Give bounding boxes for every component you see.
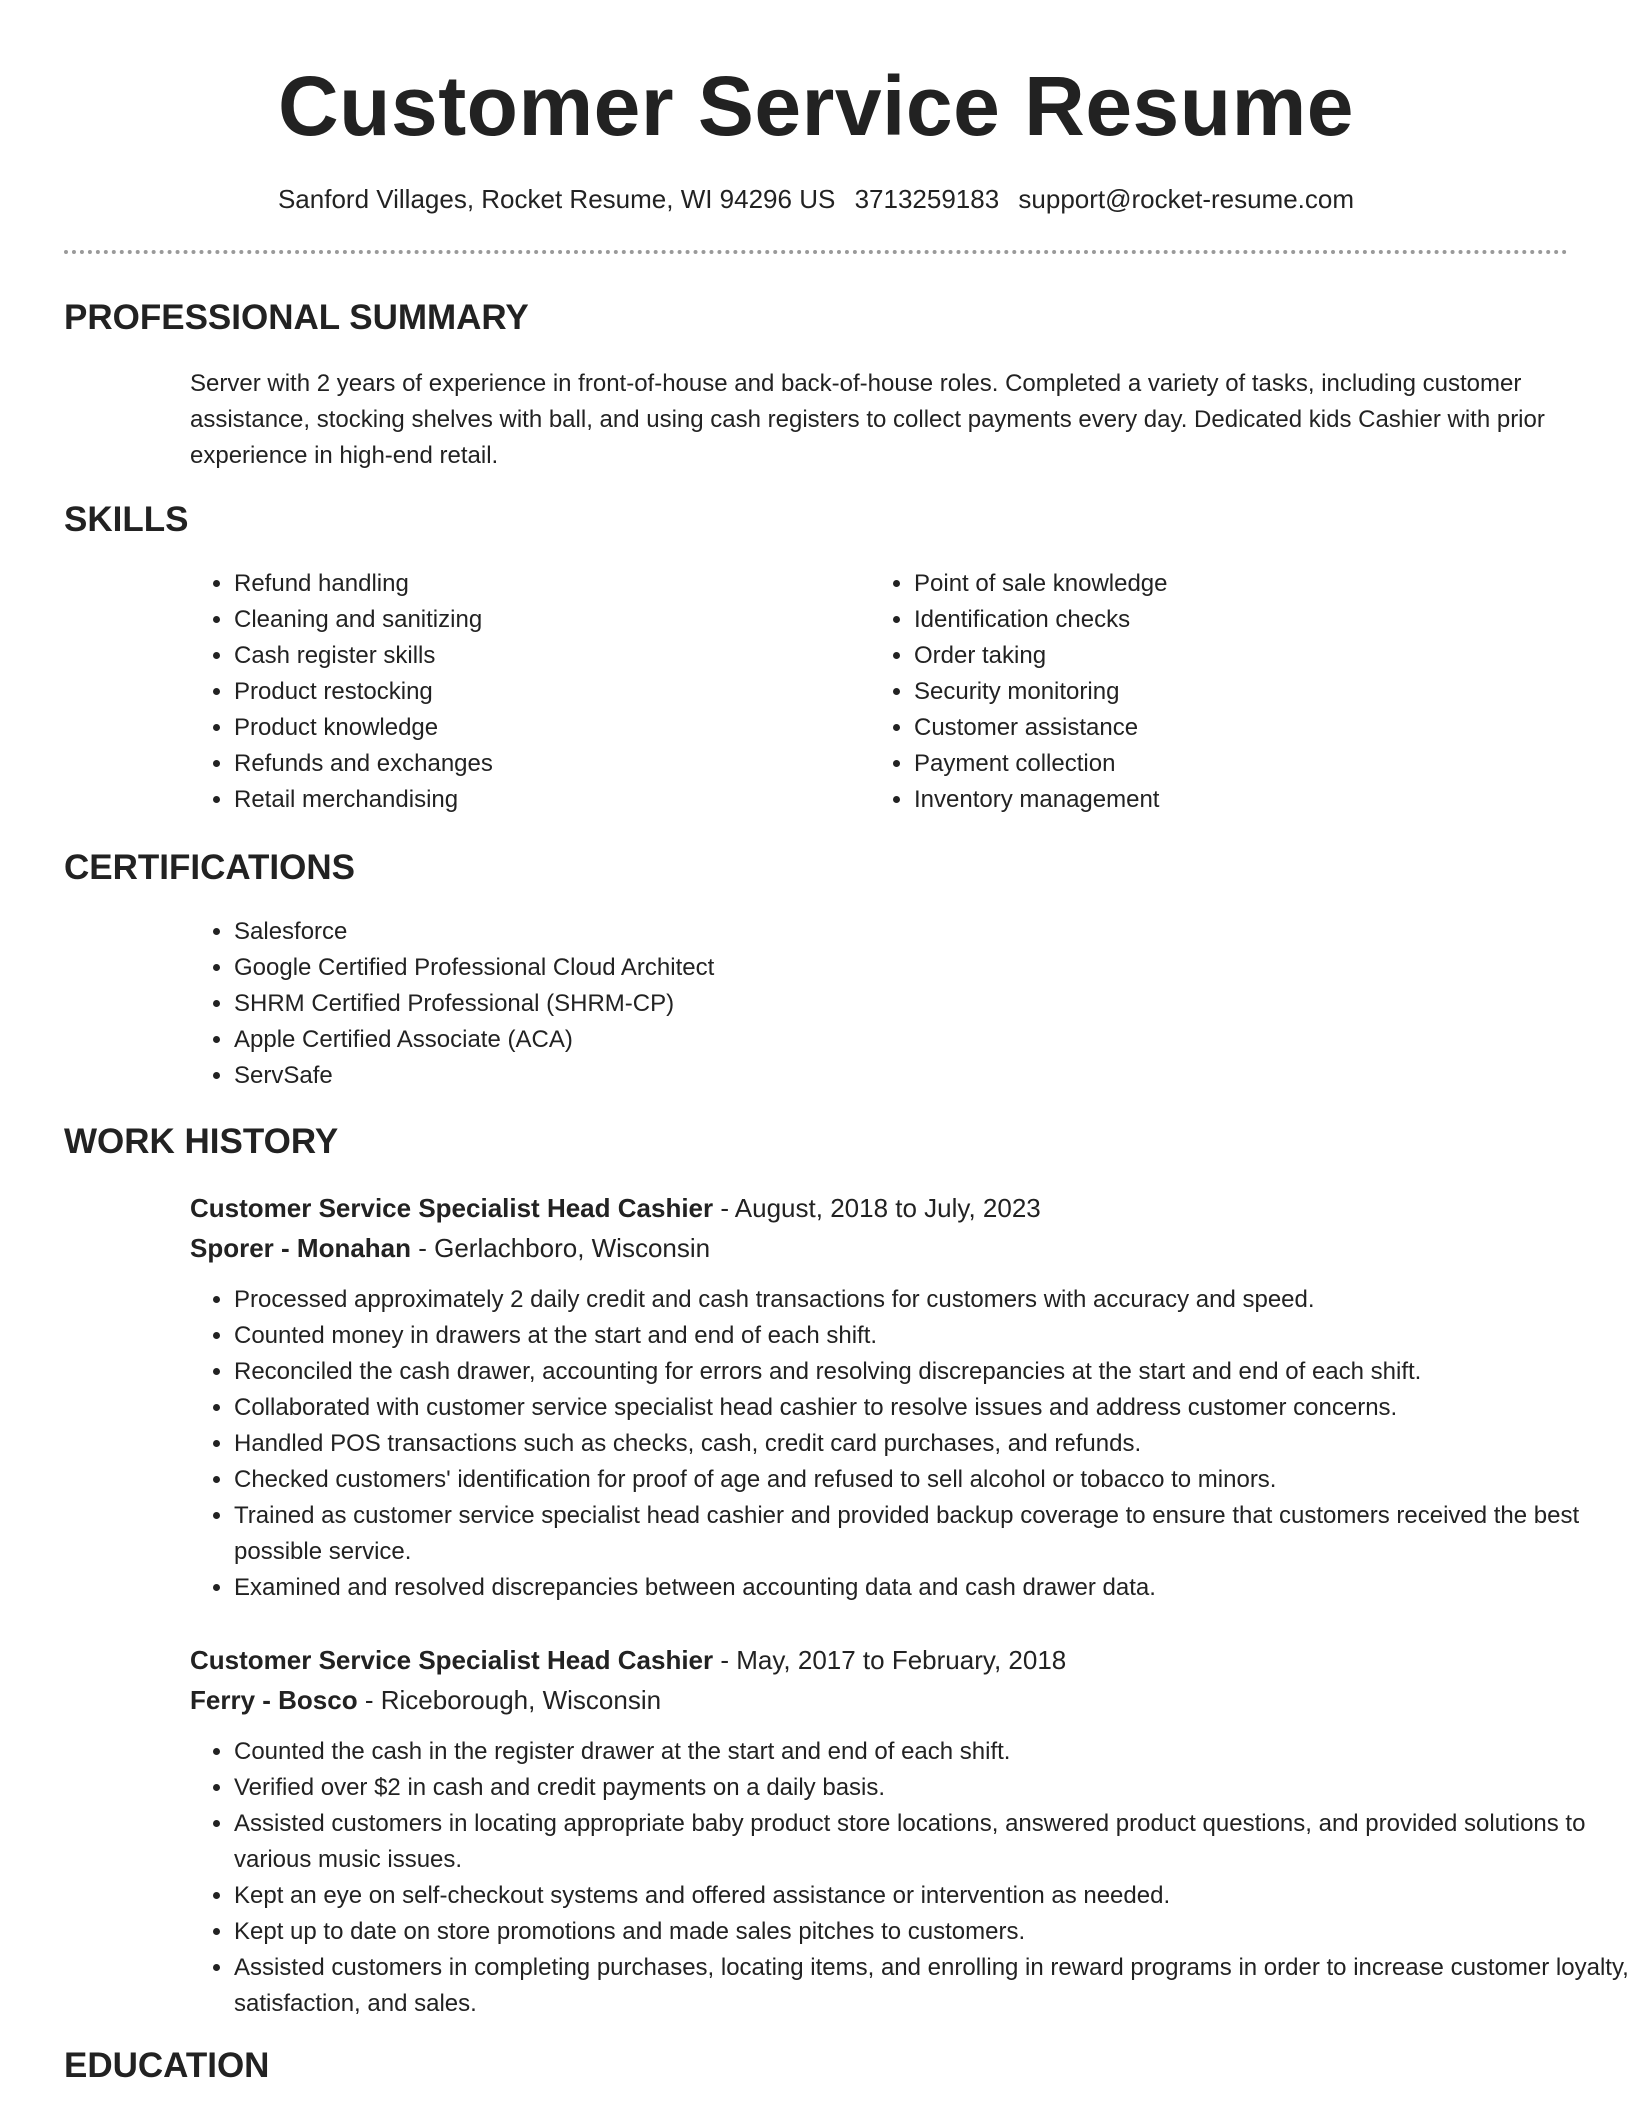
job-location: - Riceborough, Wisconsin: [357, 1685, 662, 1715]
job-dates: - August, 2018 to July, 2023: [713, 1193, 1041, 1223]
skill-item: • Security monitoring: [914, 674, 1514, 710]
contact-line: [64, 184, 1568, 215]
job-bullet: • Kept an eye on self-checkout systems and offered assistance or intervention as needed.: [234, 1878, 1632, 1914]
skill-item: • Order taking: [914, 638, 1514, 674]
job-role: Customer Service Specialist Head Cashier: [190, 1645, 714, 1675]
job-bullet: • Verified over $2 in cash and credit payments on a daily basis.: [234, 1770, 1632, 1806]
job-bullet: • Handled POS transactions such as checks, cash, credit card purchases, and refunds.: [234, 1426, 1632, 1462]
skill-item: • Customer assistance: [914, 710, 1514, 746]
job-bullet: • Checked customers' identification for proof of age and refused to sell alcohol or tobacco to minors.: [234, 1462, 1632, 1498]
job-company: Ferry - Bosco: [190, 1685, 358, 1715]
skills-list-right: [870, 566, 1514, 818]
job-location: - Gerlachboro, Wisconsin: [411, 1233, 711, 1263]
job-bullets: [190, 1734, 1632, 2022]
header-divider: [64, 250, 1568, 254]
job-dates: - May, 2017 to February, 2018: [713, 1645, 1067, 1675]
job-role: Customer Service Specialist Head Cashier: [190, 1193, 714, 1223]
skill-item: • Cleaning and sanitizing: [234, 602, 834, 638]
job-bullet: • Counted money in drawers at the start and end of each shift.: [234, 1318, 1632, 1354]
certification-item: • Salesforce: [234, 914, 1534, 950]
job-bullet: • Collaborated with customer service specialist head cashier to resolve issues and address customer concerns.: [234, 1390, 1632, 1426]
certification-item: • Google Certified Professional Cloud Architect: [234, 950, 1534, 986]
job-company-line: [190, 1680, 661, 1720]
job-company: Sporer - Monahan: [190, 1233, 412, 1263]
resume-title: Customer Service Resume: [278, 59, 1354, 153]
skill-item: • Retail merchandising: [234, 782, 834, 818]
job-bullet: • Assisted customers in locating appropriate baby product store locations, answered product questions, and provided solutions to various music issues.: [234, 1806, 1632, 1878]
summary-text: Server with 2 years of experience in front-of-house and back-of-house roles. Completed a variety of tasks, including customer assistance, stocking shelves with ball, and using cash registers to collect payments every day. Dedicated kids Cashier with prior experience in high-end retail.: [190, 370, 1545, 469]
section-title-skills: SKILLS: [64, 500, 189, 539]
skill-item: • Point of sale knowledge: [914, 566, 1514, 602]
job-bullet: • Trained as customer service specialist head cashier and provided backup coverage to ensure that customers received the best possible service.: [234, 1498, 1632, 1570]
skill-item: • Cash register skills: [234, 638, 834, 674]
certifications-list: [190, 914, 1534, 1094]
job-bullet: • Examined and resolved discrepancies between accounting data and cash drawer data.: [234, 1570, 1632, 1606]
skill-item: • Product knowledge: [234, 710, 834, 746]
skill-item: • Inventory management: [914, 782, 1514, 818]
certification-item: • ServSafe: [234, 1058, 1534, 1094]
skill-item: • Product restocking: [234, 674, 834, 710]
section-title-certifications: CERTIFICATIONS: [64, 848, 356, 887]
job-title-line: [190, 1640, 1066, 1680]
job-bullet: • Processed approximately 2 daily credit and cash transactions for customers with accuracy and speed.: [234, 1282, 1632, 1318]
job-bullet: • Kept up to date on store promotions and made sales pitches to customers.: [234, 1914, 1632, 1950]
contact-address: Sanford Villages, Rocket Resume, WI 94296 US: [277, 184, 836, 214]
job-title-line: [190, 1188, 1041, 1228]
certification-item: • Apple Certified Associate (ACA): [234, 1022, 1534, 1058]
job-bullets: [190, 1282, 1632, 1606]
skills-list-left: [190, 566, 834, 818]
skill-item: • Refund handling: [234, 566, 834, 602]
skill-item: • Payment collection: [914, 746, 1514, 782]
section-title-education: EDUCATION: [64, 2046, 270, 2085]
skill-item: • Identification checks: [914, 602, 1514, 638]
certification-item: • SHRM Certified Professional (SHRM-CP): [234, 986, 1534, 1022]
contact-email[interactable]: support@rocket-resume.com: [1018, 184, 1355, 214]
job-bullet: • Reconciled the cash drawer, accounting for errors and resolving discrepancies at the start and end of each shift.: [234, 1354, 1632, 1390]
skill-item: • Refunds and exchanges: [234, 746, 834, 782]
contact-phone: 3713259183: [854, 184, 1000, 214]
section-title-summary: PROFESSIONAL SUMMARY: [64, 298, 529, 337]
job-company-line: [190, 1228, 710, 1268]
section-title-work-history: WORK HISTORY: [64, 1122, 339, 1161]
job-bullet: • Counted the cash in the register drawer at the start and end of each shift.: [234, 1734, 1632, 1770]
job-bullet: • Assisted customers in completing purchases, locating items, and enrolling in reward programs in order to increase customer loyalty, satisfaction, and sales.: [234, 1950, 1632, 2022]
